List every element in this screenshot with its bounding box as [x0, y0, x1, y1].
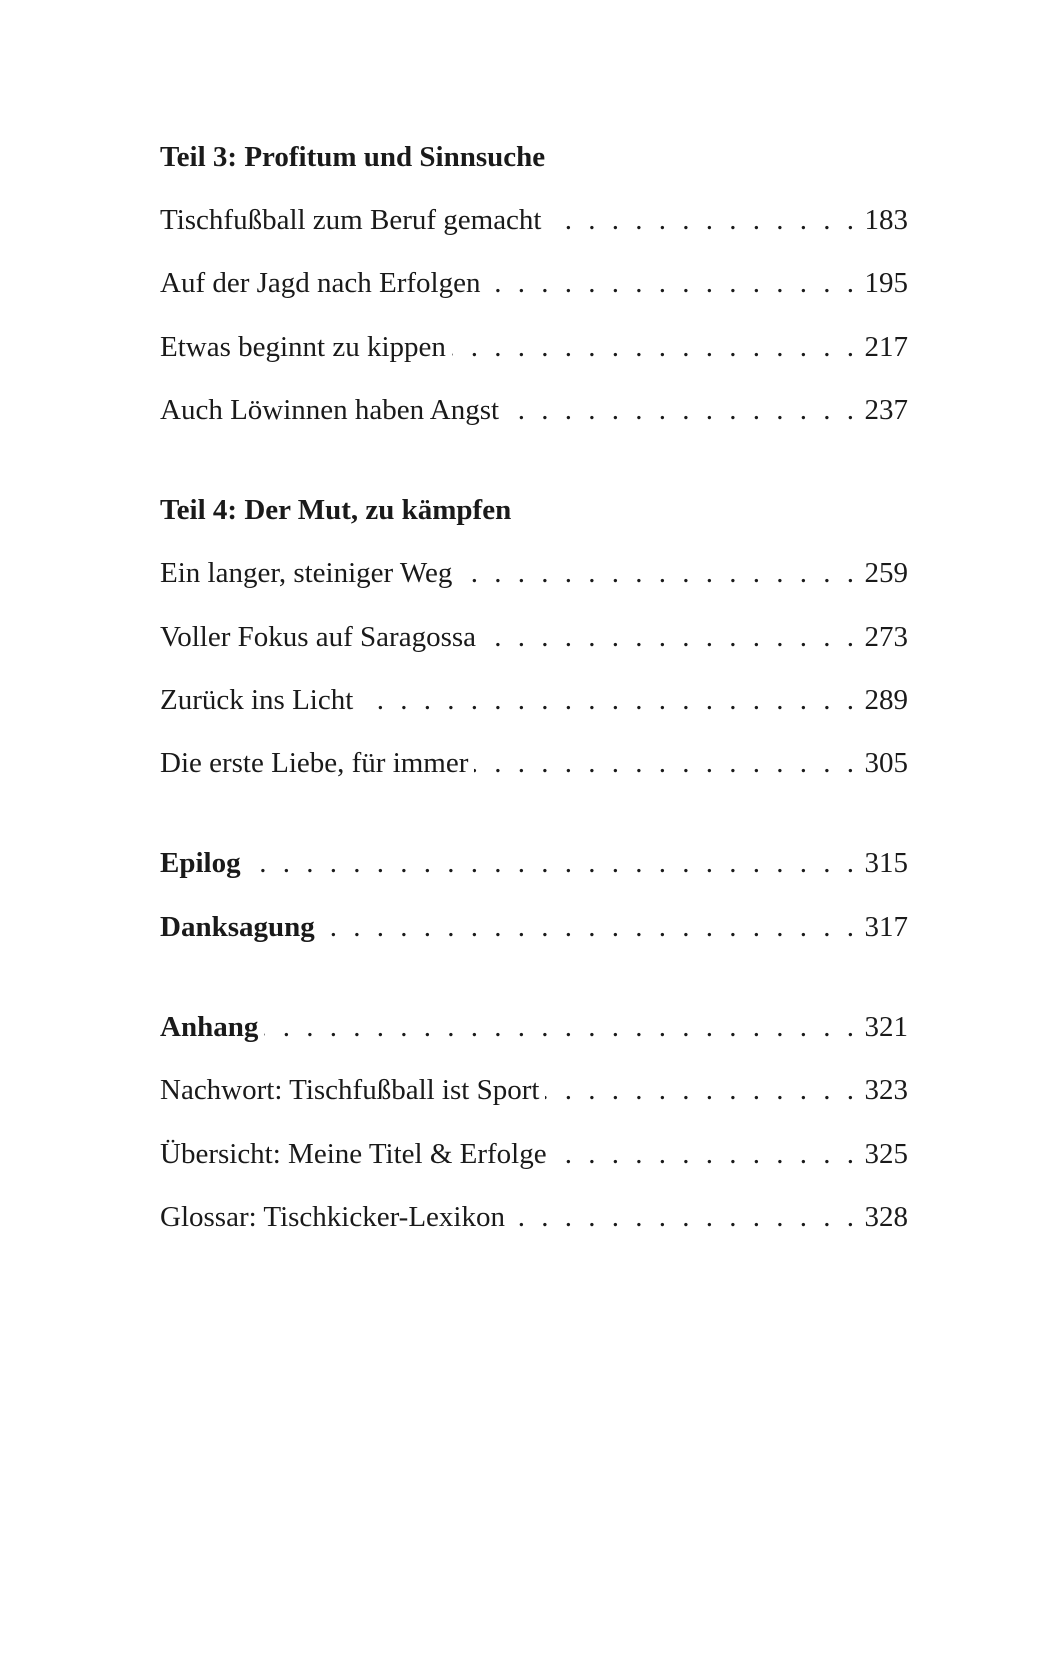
toc-entry-page: 289 [864, 684, 908, 716]
toc-entry-page: 317 [864, 911, 908, 943]
toc-entry-title: Voller Fokus auf Saragossa [160, 621, 477, 653]
toc-entry [160, 393, 908, 427]
toc-entry [160, 746, 908, 780]
dot-leader [452, 330, 859, 364]
dot-leader [548, 203, 859, 237]
toc-entry-page: 195 [864, 267, 908, 299]
dot-leader [545, 1073, 858, 1107]
toc-entry-danksagung [160, 910, 908, 944]
toc-entry [160, 683, 908, 717]
toc-entry-title: Zurück ins Licht [160, 684, 354, 716]
toc-entry-page: 273 [864, 621, 908, 653]
section-heading-teil-4: Teil 4: Der Mut, zu kämpfen [160, 494, 512, 526]
toc-entry-title: Etwas beginnt zu kippen [160, 331, 446, 363]
toc-entry [160, 1137, 908, 1171]
toc-entry [160, 203, 908, 237]
toc-entry-page: 328 [864, 1201, 908, 1233]
toc-entry [160, 556, 908, 590]
toc-entry-page: 237 [864, 394, 908, 426]
toc-entry [160, 330, 908, 364]
toc-entry-title: Übersicht: Meine Titel & Erfolge [160, 1138, 547, 1170]
toc-entry-title: Auch Löwinnen haben Angst [160, 394, 500, 426]
toc-entry [160, 1200, 908, 1234]
toc-entry-title: Danksagung [160, 911, 315, 943]
toc-entry-title: Tischfußball zum Beruf gemacht [160, 204, 542, 236]
toc-entry-title: Ein langer, steiniger Weg [160, 557, 453, 589]
toc-entry-epilog [160, 846, 908, 880]
toc-entry-page: 321 [864, 1011, 908, 1043]
toc-entry-title: Anhang [160, 1011, 259, 1043]
dot-leader [487, 266, 859, 300]
dot-leader [264, 1010, 858, 1044]
toc-entry-anhang [160, 1010, 908, 1044]
dot-leader [321, 910, 859, 944]
toc-entry [160, 266, 908, 300]
dot-leader [474, 746, 858, 780]
dot-leader [511, 1200, 859, 1234]
toc-entry [160, 1073, 908, 1107]
toc-entry-title: Glossar: Tischkicker-Lexikon [160, 1201, 505, 1233]
dot-leader [553, 1137, 859, 1171]
toc-entry-title: Epilog [160, 847, 241, 879]
dot-leader [458, 556, 858, 590]
toc-entry-page: 315 [864, 847, 908, 879]
dot-leader [247, 846, 859, 880]
dot-leader [359, 683, 858, 717]
toc-entry-page: 259 [864, 557, 908, 589]
toc-entry-title: Die erste Liebe, für immer [160, 747, 469, 779]
toc-entry [160, 620, 908, 654]
dot-leader [482, 620, 858, 654]
dot-leader [505, 393, 858, 427]
toc-entry-title: Auf der Jagd nach Erfolgen [160, 267, 481, 299]
toc-entry-page: 323 [864, 1074, 908, 1106]
toc-entry-page: 305 [864, 747, 908, 779]
toc-entry-page: 183 [864, 204, 908, 236]
toc-entry-page: 325 [864, 1138, 908, 1170]
toc-entry-page: 217 [864, 331, 908, 363]
toc-entry-title: Nachwort: Tischfußball ist Sport [160, 1074, 540, 1106]
section-heading-teil-3: Teil 3: Profitum und Sinnsuche [160, 141, 546, 173]
